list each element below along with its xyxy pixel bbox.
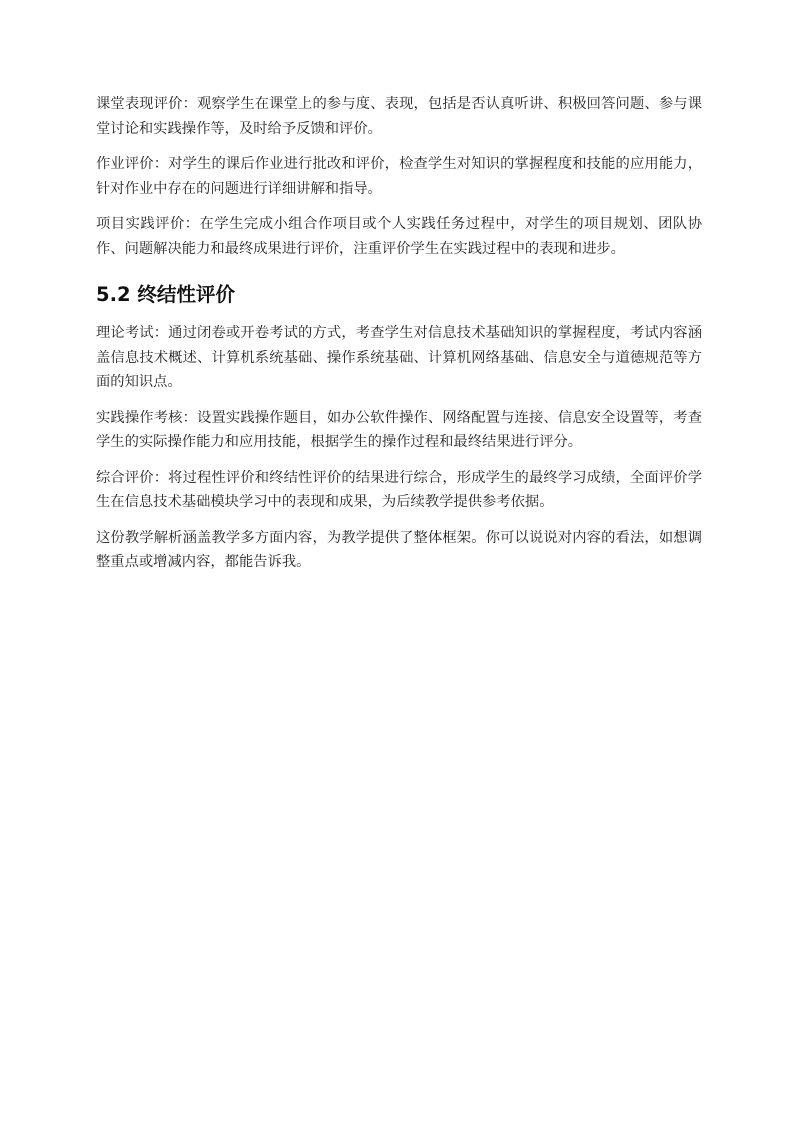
paragraph-classroom-evaluation: 课堂表现评价：观察学生在课堂上的参与度、表现，包括是否认真听讲、积极回答问题、参与课堂讨论和实践操作等，及时给予反馈和评价。 xyxy=(96,96,702,137)
document-body xyxy=(96,92,702,586)
paragraph-project-evaluation: 项目实践评价：在学生完成小组合作项目或个人实践任务过程中，对学生的项目规划、团队协作、问题解决能力和最终成果进行评价，注重评价学生在实践过程中的表现和进步。 xyxy=(96,216,702,257)
paragraph-theory-exam: 理论考试：通过闭卷或开卷考试的方式，考查学生对信息技术基础知识的掌握程度，考试内容涵盖信息技术概述、计算机系统基础、操作系统基础、计算机网络基础、信息安全与道德规范等方面的知识点。 xyxy=(96,325,702,390)
paragraph-practical-assessment: 实践操作考核：设置实践操作题目，如办公软件操作、网络配置与连接、信息安全设置等，考查学生的实际操作能力和应用技能，根据学生的操作过程和最终结果进行评分。 xyxy=(96,409,702,450)
paragraph-comprehensive-evaluation: 综合评价：将过程性评价和终结性评价的结果进行综合，形成学生的最终学习成绩，全面评价学生在信息技术基础模块学习中的表现和成果，为后续教学提供参考依据。 xyxy=(96,469,702,510)
paragraph-closing-note: 这份教学解析涵盖教学多方面内容，为教学提供了整体框架。你可以说说对内容的看法，如想调整重点或增减内容，都能告诉我。 xyxy=(96,529,702,570)
paragraph-homework-evaluation: 作业评价：对学生的课后作业进行批改和评价，检查学生对知识的掌握程度和技能的应用能力，针对作业中存在的问题进行详细讲解和指导。 xyxy=(96,156,702,197)
section-heading-summative-evaluation: 5.2 终结性评价 xyxy=(96,283,235,306)
